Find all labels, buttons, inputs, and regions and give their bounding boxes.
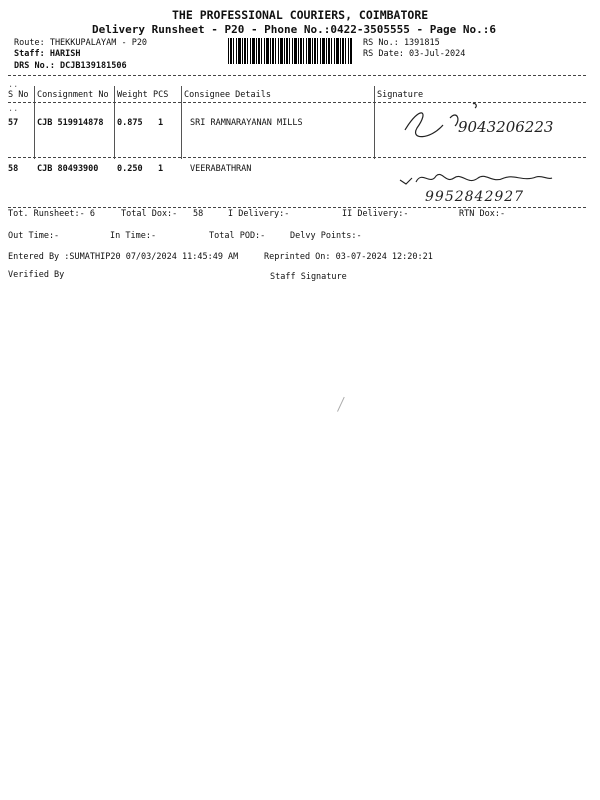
verified-by: Verified By <box>8 270 65 280</box>
total-dox-label: Total Dox:- <box>121 209 178 219</box>
divider <box>8 102 586 103</box>
column-header-consignee: Consignee Details <box>184 90 271 100</box>
column-divider <box>34 86 35 159</box>
column-divider <box>114 86 115 159</box>
rtn-dox: RTN Dox:- <box>459 209 506 219</box>
column-header-signature: Signature <box>377 90 424 100</box>
row-weight: 0.250 <box>117 164 143 174</box>
divider <box>8 75 586 76</box>
ii-delivery: II Delivery:- <box>342 209 409 219</box>
out-time: Out Time:- <box>8 231 60 241</box>
drs-number: DRS No.: DCJB139181506 <box>14 61 127 71</box>
tot-runsheet: Tot. Runsheet:- 6 <box>8 209 95 219</box>
column-divider <box>374 86 375 159</box>
row-pcs: 1 <box>158 164 164 174</box>
row-consignee: SRI RAMNARAYANAN MILLS <box>190 118 303 128</box>
delvy-points: Delvy Points:- <box>290 231 362 241</box>
row-consignee: VEERABATHRAN <box>190 164 252 174</box>
row-consignment-no: CJB 80493900 <box>37 164 99 174</box>
divider <box>8 207 586 208</box>
tick-mark: .. <box>8 80 19 90</box>
row-pcs: 1 <box>158 118 164 128</box>
column-header-sno: S No <box>8 90 29 100</box>
route-label: Route: THEKKUPALAYAM - P20 <box>14 38 148 48</box>
total-pod: Total POD:- <box>209 231 266 241</box>
column-header-weight: Weight <box>117 90 148 100</box>
staff-signature-label: Staff Signature <box>270 272 347 282</box>
total-dox-value: 58 <box>193 209 204 219</box>
barcode-image <box>228 38 352 64</box>
handwritten-phone: 9043206223 <box>458 118 554 136</box>
row-weight: 0.875 <box>117 118 143 128</box>
rs-date: RS Date: 03-Jul-2024 <box>363 49 466 59</box>
row-consignment-no: CJB 519914878 <box>37 118 104 128</box>
staff-label: Staff: HARISH <box>14 49 81 59</box>
reprinted-on: Reprinted On: 03-07-2024 12:20:21 <box>264 252 433 262</box>
tick-mark: .. <box>8 104 19 114</box>
column-divider <box>181 86 182 159</box>
handwritten-signature <box>396 168 556 190</box>
column-header-pcs: PCS <box>153 90 169 100</box>
in-time: In Time:- <box>110 231 157 241</box>
row-sno: 57 <box>8 118 19 128</box>
runsheet-title: Delivery Runsheet - P20 - Phone No.:0422-3505555 - Page No.:6 <box>92 23 496 36</box>
i-delivery: I Delivery:- <box>228 209 290 219</box>
rs-number: RS No.: 1391815 <box>363 38 440 48</box>
column-header-consignment: Consignment No <box>37 90 109 100</box>
handwritten-phone: 9952842927 <box>425 189 525 205</box>
divider <box>8 157 586 158</box>
row-sno: 58 <box>8 164 19 174</box>
entered-by: Entered By :SUMATHIP20 07/03/2024 11:45:49 AM <box>8 252 239 262</box>
scan-mark <box>337 397 352 415</box>
company-title: THE PROFESSIONAL COURIERS, COIMBATORE <box>172 8 429 22</box>
